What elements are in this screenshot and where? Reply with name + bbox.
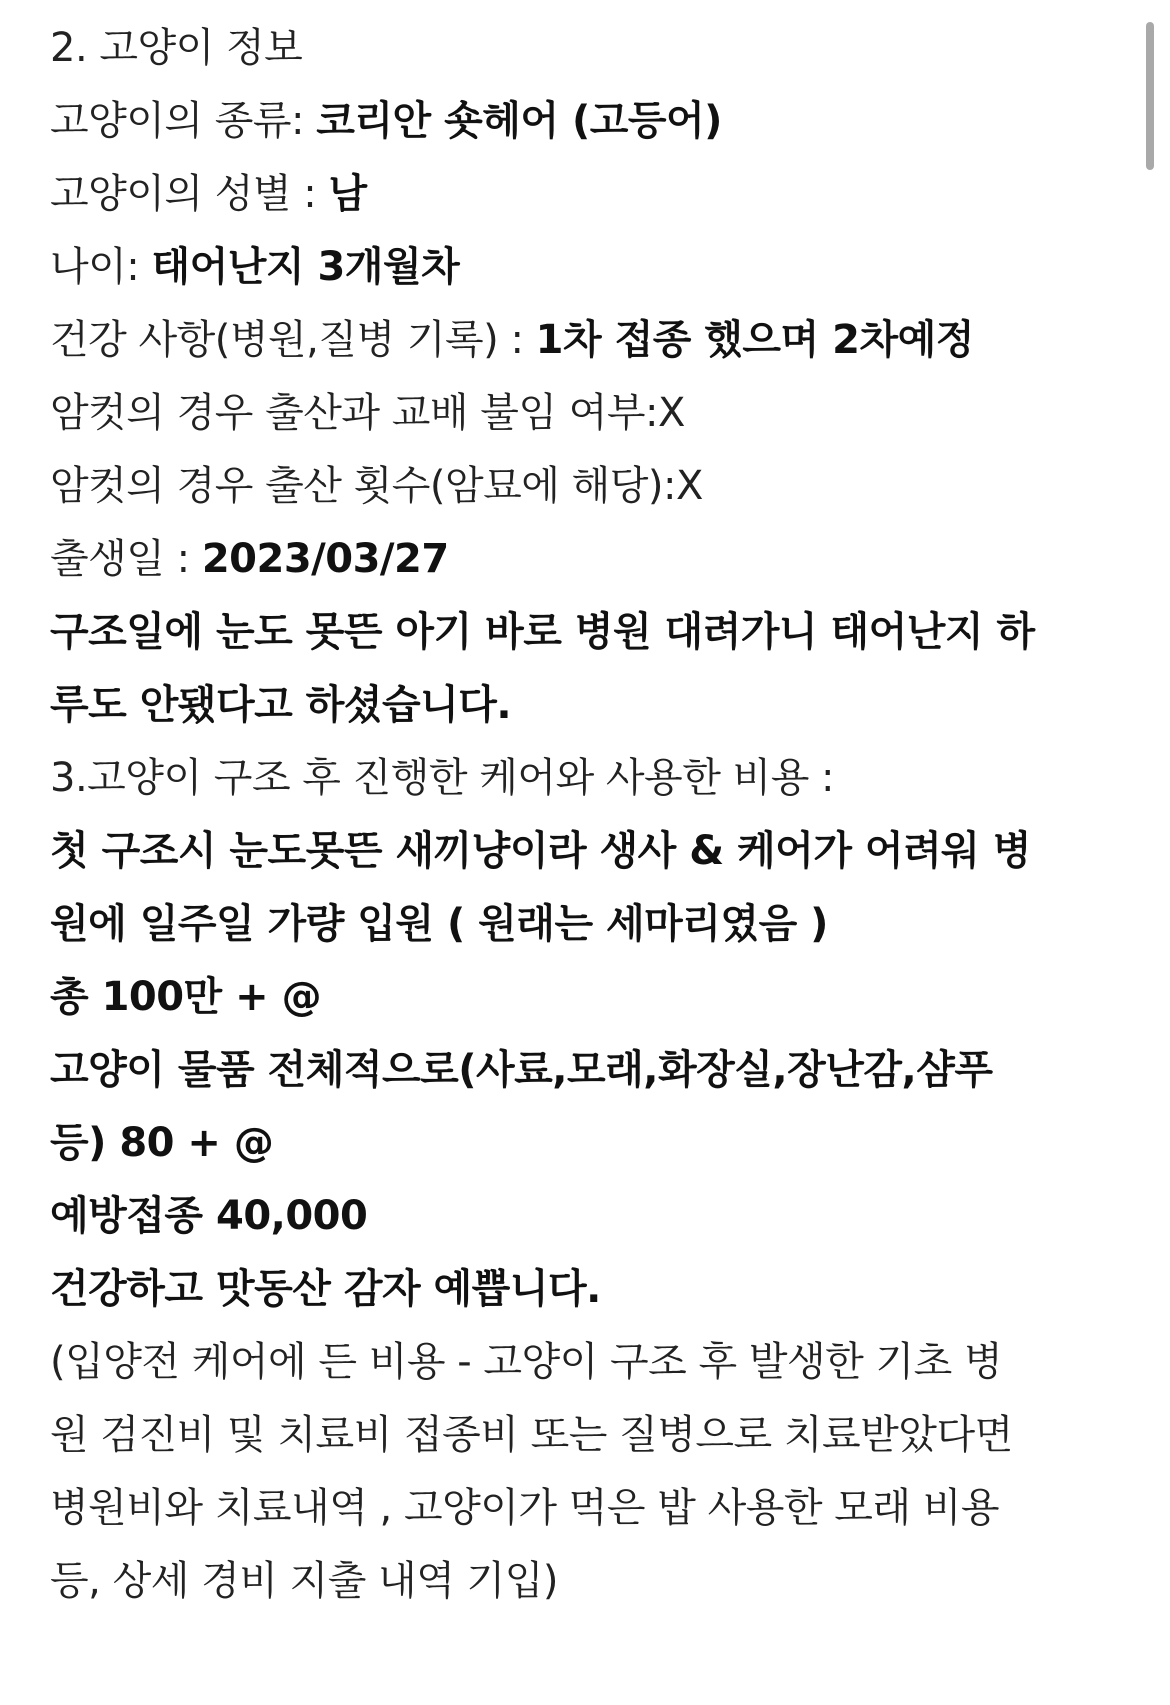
age-row (50, 231, 1110, 304)
health-value: 1차 접종 했으며 2차예정 (535, 317, 974, 363)
sex-row (50, 158, 1110, 231)
note-content (50, 12, 1110, 1618)
closing-note: 건강하고 맛동산 감자 예쁩니다. (50, 1266, 601, 1312)
vertical-scrollbar[interactable] (1146, 22, 1154, 170)
section2-heading: 2. 고양이 정보 (50, 25, 303, 71)
vaccine-cost: 예방접종 40,000 (50, 1193, 368, 1239)
sex-label: 고양이의 성별 : (50, 171, 329, 217)
guide-line-3: 병원비와 치료내역 , 고양이가 먹은 밥 사용한 모래 비용 (50, 1485, 1000, 1531)
age-label: 나이: (50, 244, 152, 290)
age-value: 태어난지 3개월차 (151, 244, 460, 290)
health-label: 건강 사항(병원,질병 기록) : (50, 317, 536, 363)
breed-label: 고양이의 종류: (50, 98, 317, 144)
female-births-row: 암컷의 경우 출산 횟수(암묘에 해당):X (50, 463, 703, 509)
guide-line-1: (입양전 케어에 든 비용 - 고양이 구조 후 발생한 기초 병 (50, 1339, 1003, 1385)
breed-value: 코리안 숏헤어 (고등어) (316, 98, 722, 144)
supplies-line-1: 고양이 물품 전체적으로(사료,모래,화장실,장난감,샴푸 (50, 1047, 993, 1093)
total-cost: 총 100만 + @ (50, 974, 322, 1020)
guide-line-2: 원 검진비 및 치료비 접종비 또는 질병으로 치료받았다면 (50, 1412, 1013, 1458)
care-line-2: 원에 일주일 가량 입원 ( 원래는 세마리였음 ) (50, 901, 828, 947)
birth-label: 출생일 : (50, 536, 202, 582)
health-row (50, 304, 1110, 377)
sex-value: 남 (328, 171, 367, 217)
birth-row (50, 523, 1110, 596)
breed-row (50, 85, 1110, 158)
female-mating-row: 암컷의 경우 출산과 교배 불임 여부:X (50, 390, 685, 436)
supplies-line-2: 등) 80 + @ (50, 1120, 274, 1166)
rescue-note-line-2: 루도 안됐다고 하셨습니다. (50, 682, 512, 728)
rescue-note-line-1: 구조일에 눈도 못뜬 아기 바로 병원 대려가니 태어난지 하 (50, 609, 1035, 655)
section3-heading: 3.고양이 구조 후 진행한 케어와 사용한 비용 : (50, 755, 835, 801)
guide-line-4: 등, 상세 경비 지출 내역 기입) (50, 1558, 558, 1604)
care-line-1: 첫 구조시 눈도못뜬 새끼냥이라 생사 & 케어가 어려워 병 (50, 828, 1031, 874)
birth-value: 2023/03/27 (201, 536, 449, 582)
